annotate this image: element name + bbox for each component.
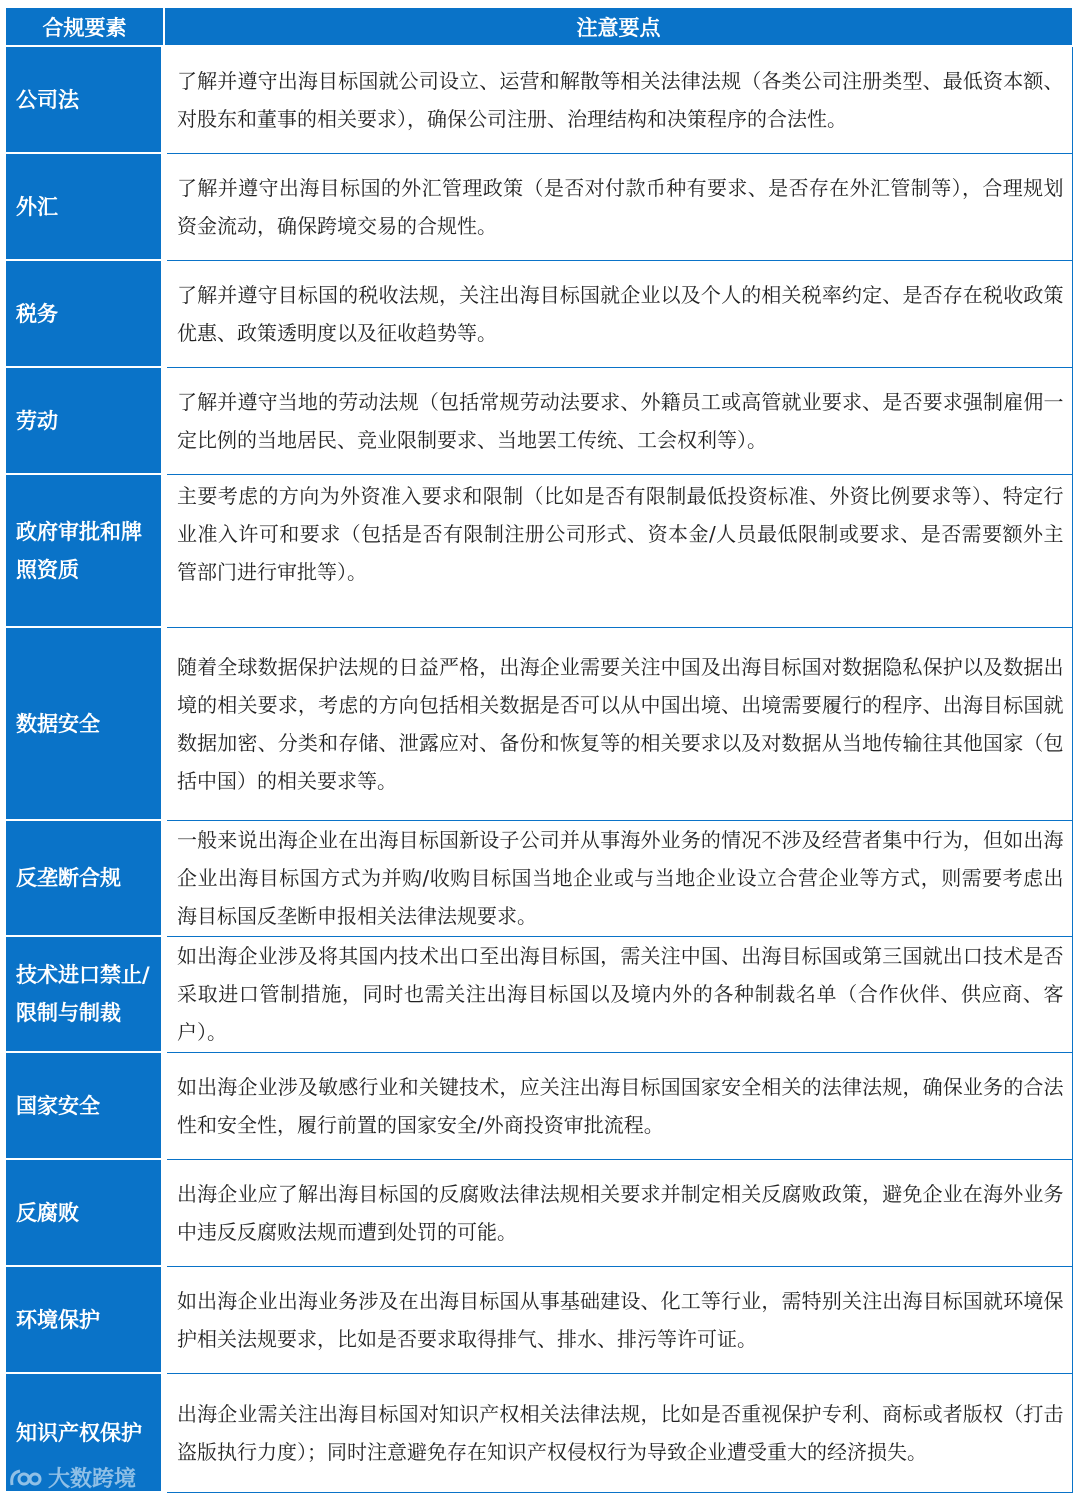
- row-points-cell: 出海企业应了解出海目标国的反腐败法律法规相关要求并制定相关反腐败政策，避免企业在海外业务中违反反腐败法规而遭到处罚的可能。: [164, 1159, 1072, 1266]
- row-element-cell: 外汇: [6, 153, 164, 260]
- row-points-cell: 如出海企业涉及敏感行业和关键技术，应关注出海目标国国家安全相关的法律法规，确保业务的合法性和安全性，履行前置的国家安全/外商投资审批流程。: [164, 1052, 1072, 1159]
- row-element-cell: 知识产权保护: [6, 1373, 164, 1492]
- column-header-points: 注意要点: [164, 8, 1072, 46]
- row-element-cell: 政府审批和牌照资质: [6, 474, 164, 627]
- table-row: [6, 260, 1072, 367]
- row-element-cell: 技术进口禁止/限制与制裁: [6, 936, 164, 1052]
- table-row: [6, 627, 1072, 820]
- table-row: [6, 1052, 1072, 1159]
- row-points-cell: 一般来说出海企业在出海目标国新设子公司并从事海外业务的情况不涉及经营者集中行为，但如出海企业出海目标国方式为并购/收购目标国当地企业或与当地企业设立合营企业等方式，则需要考虑出海目标国反垄断申报相关法律法规要求。: [164, 820, 1072, 936]
- column-header-element: 合规要素: [6, 8, 164, 46]
- row-points-cell: 如出海企业涉及将其国内技术出口至出海目标国，需关注中国、出海目标国或第三国就出口技术是否采取进口管制措施，同时也需关注出海目标国以及境内外的各种制裁名单（合作伙伴、供应商、客户）。: [164, 936, 1072, 1052]
- row-element-cell: 公司法: [6, 46, 164, 153]
- row-points-cell: 了解并遵守目标国的税收法规，关注出海目标国就企业以及个人的相关税率约定、是否存在税收政策优惠、政策透明度以及征收趋势等。: [164, 260, 1072, 367]
- table-row: [6, 153, 1072, 260]
- table-row: [6, 46, 1072, 153]
- row-points-cell: 随着全球数据保护法规的日益严格，出海企业需要关注中国及出海目标国对数据隐私保护以及数据出境的相关要求，考虑的方向包括相关数据是否可以从中国出境、出境需要履行的程序、出海目标国就数据加密、分类和存储、泄露应对、备份和恢复等的相关要求以及对数据从当地传输往其他国家（包括中国）的相关要求等。: [164, 627, 1072, 820]
- row-points-cell: 了解并遵守当地的劳动法规（包括常规劳动法要求、外籍员工或高管就业要求、是否要求强制雇佣一定比例的当地居民、竞业限制要求、当地罢工传统、工会权利等）。: [164, 367, 1072, 474]
- table-row: [6, 936, 1072, 1052]
- table-row: [6, 1373, 1072, 1492]
- row-element-cell: 劳动: [6, 367, 164, 474]
- row-element-cell: 反垄断合规: [6, 820, 164, 936]
- compliance-table-container: [6, 8, 1072, 1492]
- row-element-cell: 数据安全: [6, 627, 164, 820]
- table-row: [6, 474, 1072, 627]
- table-row: [6, 1159, 1072, 1266]
- row-points-cell: 主要考虑的方向为外资准入要求和限制（比如是否有限制最低投资标准、外资比例要求等）、特定行业准入许可和要求（包括是否有限制注册公司形式、资本金/人员最低限制或要求、是否需要额外主管部门进行审批等）。: [164, 474, 1072, 627]
- row-points-cell: 出海企业需关注出海目标国对知识产权相关法律法规，比如是否重视保护专利、商标或者版权（打击盗版执行力度）；同时注意避免存在知识产权侵权行为导致企业遭受重大的经济损失。: [164, 1373, 1072, 1492]
- row-element-cell: 反腐败: [6, 1159, 164, 1266]
- compliance-table: [6, 8, 1073, 1493]
- row-points-cell: 如出海企业出海业务涉及在出海目标国从事基础建设、化工等行业，需特别关注出海目标国就环境保护相关法规要求，比如是否要求取得排气、排水、排污等许可证。: [164, 1266, 1072, 1373]
- row-element-cell: 税务: [6, 260, 164, 367]
- row-element-cell: 环境保护: [6, 1266, 164, 1373]
- table-row: [6, 1266, 1072, 1373]
- table-header-row: [6, 8, 1072, 46]
- row-element-cell: 国家安全: [6, 1052, 164, 1159]
- table-row: [6, 820, 1072, 936]
- row-points-cell: 了解并遵守出海目标国就公司设立、运营和解散等相关法律法规（各类公司注册类型、最低资本额、对股东和董事的相关要求），确保公司注册、治理结构和决策程序的合法性。: [164, 46, 1072, 153]
- row-points-cell: 了解并遵守出海目标国的外汇管理政策（是否对付款币种有要求、是否存在外汇管制等），合理规划资金流动，确保跨境交易的合规性。: [164, 153, 1072, 260]
- watermark-text: 大数跨境: [48, 1467, 137, 1492]
- table-row: [6, 367, 1072, 474]
